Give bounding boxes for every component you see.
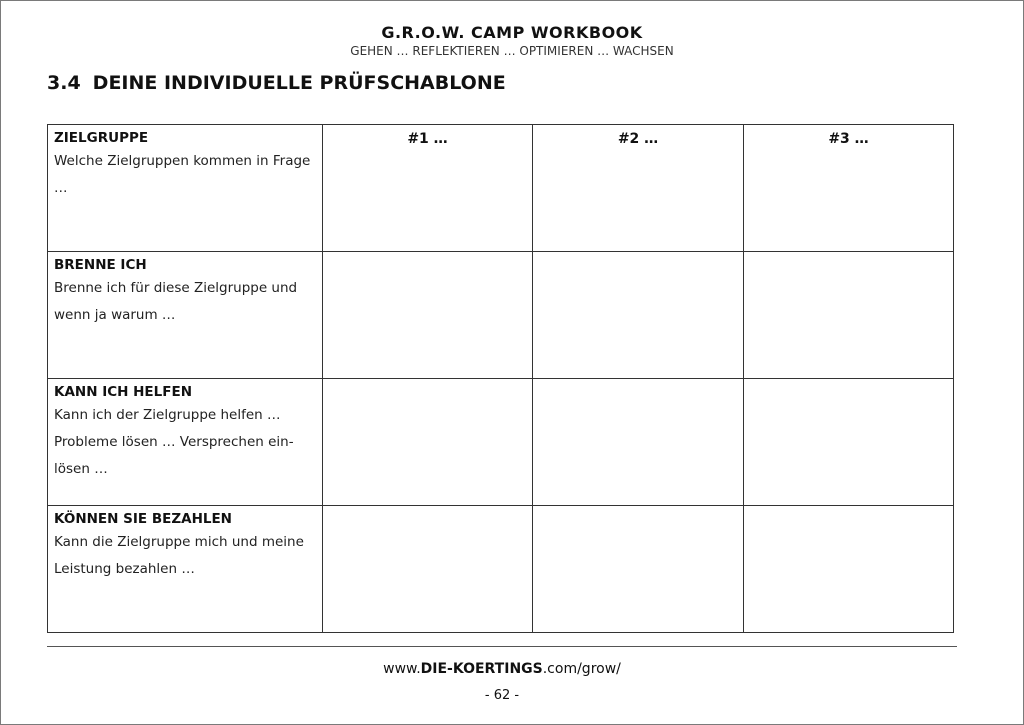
table-row	[48, 252, 954, 379]
url-brand: DIE-KOERTINGS	[420, 661, 543, 677]
column-header-3: #3 …	[744, 125, 954, 252]
url-suffix: .com/grow/	[542, 661, 621, 677]
page-number: - 62 -	[484, 688, 520, 703]
row-header-zielgruppe	[48, 125, 323, 252]
answer-cell[interactable]	[533, 379, 744, 506]
row-header-koennen-sie-bezahlen	[48, 506, 323, 633]
answer-cell[interactable]	[533, 252, 744, 379]
answer-cell[interactable]	[533, 506, 744, 633]
answer-cell[interactable]	[744, 506, 954, 633]
answer-cell[interactable]	[323, 506, 533, 633]
workbook-title: G.R.O.W. CAMP WORKBOOK	[381, 23, 643, 42]
row-description: Brenne ich für diese Zielgruppe und wenn ja warum …	[54, 280, 298, 323]
answer-cell[interactable]	[323, 252, 533, 379]
row-title: BRENNE ICH	[54, 257, 147, 273]
row-description: Kann die Zielgruppe mich und meine Leistung bezahlen …	[54, 534, 304, 577]
footer-url[interactable]	[1, 661, 1003, 677]
column-header-1: #1 …	[323, 125, 533, 252]
row-title: ZIELGRUPPE	[54, 130, 149, 146]
table-row	[48, 379, 954, 506]
row-header-kann-ich-helfen	[48, 379, 323, 506]
answer-cell[interactable]	[323, 379, 533, 506]
row-header-brenne-ich	[48, 252, 323, 379]
row-title: KÖNNEN SIE BEZAHLEN	[54, 511, 232, 527]
row-description: Welche Zielgruppen kommen in Frage …	[54, 153, 311, 196]
section-heading	[47, 72, 506, 94]
answer-cell[interactable]	[744, 252, 954, 379]
answer-cell[interactable]	[744, 379, 954, 506]
row-title: KANN ICH HELFEN	[54, 384, 192, 400]
workbook-subtitle: GEHEN … REFLEKTIEREN … OPTIMIEREN … WACHSEN	[350, 44, 674, 58]
row-description: Kann ich der Zielgruppe helfen … Probleme lösen … Versprechen ein-lösen …	[54, 407, 294, 477]
column-header-2: #2 …	[533, 125, 744, 252]
url-prefix: www.	[383, 661, 421, 677]
table-row	[48, 125, 954, 252]
footer-divider	[47, 646, 957, 647]
section-number: 3.4	[47, 72, 81, 94]
table-row	[48, 506, 954, 633]
section-title: DEINE INDIVIDUELLE PRÜFSCHABLONE	[92, 72, 506, 94]
pruefschablone-table	[47, 124, 954, 633]
